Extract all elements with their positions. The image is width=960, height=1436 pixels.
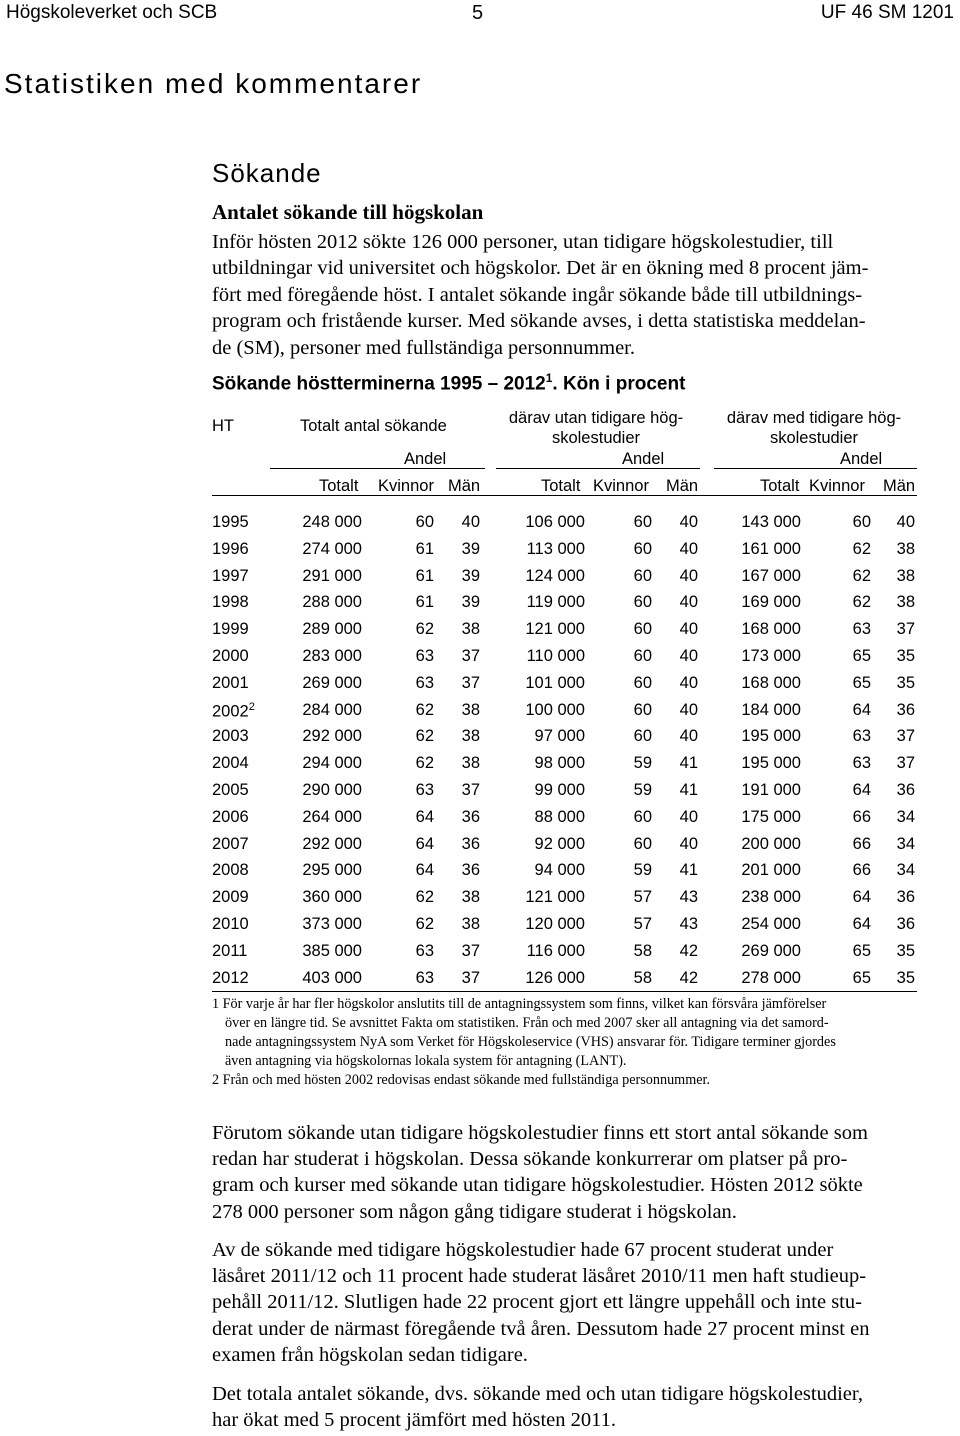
cell-t1: 292 000: [302, 834, 362, 853]
cell-t3: 168 000: [741, 620, 801, 639]
cell-k1: 63: [415, 646, 434, 665]
cell-m2: 42: [679, 941, 698, 960]
cell-t1: 248 000: [302, 513, 362, 531]
cell-t2: 99 000: [534, 780, 585, 799]
cell-k2: 60: [633, 646, 652, 665]
cell-t2: 121 000: [525, 620, 585, 639]
cell-k1: 64: [415, 861, 434, 880]
cell-k2: 60: [633, 593, 652, 612]
cell-k2: 60: [633, 727, 652, 746]
cell-k3: 65: [852, 968, 871, 987]
paragraph-line: redan har studerat i högskolan. Dessa sökande konkurrerar om platser på pro-: [212, 1148, 848, 1171]
cell-t1: 274 000: [302, 539, 362, 558]
paragraph-line: har ökat med 5 procent jämfört med hösten 2011.: [212, 1409, 617, 1432]
cell-t1: 294 000: [302, 754, 362, 773]
section-title: Sökande: [212, 158, 322, 188]
paragraph-line: Det totala antalet sökande, dvs. sökande med och utan tidigare högskolestudier,: [212, 1383, 864, 1405]
cell-t3: 269 000: [741, 941, 801, 960]
cell-ht-year: 1995: [212, 513, 249, 531]
cell-t2: 116 000: [526, 941, 585, 960]
cell-m3: 37: [896, 620, 915, 639]
col-header-ht: HT: [212, 417, 234, 435]
cell-k1: 64: [415, 834, 434, 853]
cell-t2: 119 000: [526, 593, 585, 612]
paragraph-line: derat under de närmast föregående två åren. Dessutom hade 27 procent minst en: [212, 1317, 870, 1340]
cell-m2: 41: [679, 861, 698, 880]
cell-t1: 289 000: [302, 620, 362, 639]
cell-k2: 58: [633, 941, 652, 960]
cell-t1: 292 000: [302, 727, 362, 746]
caption-footnote-ref: 1: [545, 371, 553, 385]
cell-k1: 62: [415, 888, 434, 907]
cell-t3: 191 000: [741, 780, 801, 799]
cell-k2: 60: [633, 673, 652, 692]
cell-ht-year: 2012: [212, 968, 249, 987]
cell-m3: 34: [896, 834, 915, 853]
cell-k3: 66: [852, 861, 871, 880]
cell-t2: 106 000: [525, 513, 585, 531]
header-bottom-rule: [212, 495, 917, 496]
cell-k3: 60: [852, 513, 871, 531]
cell-ht-year: 2007: [212, 834, 249, 853]
cell-t2: 124 000: [525, 566, 585, 585]
header-line: därav utan tidigare hög-: [508, 409, 684, 427]
paragraph-line: pehåll 2011/12. Slutligen hade 22 procent gjort ett längre uppehåll och inte stu-: [212, 1291, 862, 1314]
col-header-andel-2: Andel: [622, 450, 665, 468]
paragraph-line: Av de sökande med tidigare högskolestudier hade 67 procent studerat under: [212, 1239, 834, 1261]
footnote-line: nade antagningssystem NyA som Verket för Högskoleservice (VHS) ansvarar för. Tidigare terminer gjordes: [225, 1034, 836, 1050]
intro-line: program och fristående kurser. Med sökande avses, i detta statistiska meddelan-: [212, 310, 866, 333]
cell-m1: 37: [461, 941, 480, 960]
cell-k2: 60: [633, 539, 652, 558]
cell-t1: 288 000: [302, 593, 362, 612]
cell-t3: 161 000: [741, 539, 801, 558]
cell-k2: 57: [633, 914, 652, 933]
footnote-2: [212, 1071, 960, 1090]
intro-line: de (SM), personer med fullständiga personnummer.: [212, 336, 636, 359]
cell-ht-year: 2003: [212, 727, 249, 746]
cell-t1: 283 000: [302, 646, 362, 665]
paragraph-line: gram och kurser med sökande utan tidigare högskolestudier. Hösten 2012 sökte: [212, 1174, 863, 1197]
cell-t3: 173 000: [741, 646, 801, 665]
header-left: Högskoleverket och SCB: [6, 2, 218, 23]
cell-k2: 58: [633, 968, 652, 987]
footnote-1: [212, 995, 960, 1071]
cell-m1: 40: [461, 513, 480, 531]
header-line: skolestudier: [769, 429, 859, 447]
cell-k2: 60: [633, 566, 652, 585]
cell-k1: 61: [415, 593, 434, 612]
cell-k1: 64: [415, 807, 434, 826]
cell-m2: 40: [679, 727, 698, 746]
cell-k2: 59: [633, 861, 652, 880]
cell-t1: 290 000: [302, 780, 362, 799]
cell-k3: 65: [852, 646, 871, 665]
cell-ht-year: 2000: [212, 646, 249, 665]
cell-m1: 38: [461, 888, 480, 907]
cell-ht-year: 2008: [212, 861, 249, 880]
cell-m3: 35: [896, 646, 915, 665]
cell-k2: 60: [633, 834, 652, 853]
footnote-line: även antagning via högskolornas lokala system för antagning (LANT).: [225, 1053, 627, 1069]
cell-m1: 38: [461, 914, 480, 933]
cell-m3: 35: [896, 673, 915, 692]
cell-m2: 40: [679, 566, 698, 585]
cell-t2: 120 000: [525, 914, 585, 933]
cell-t2: 88 000: [534, 807, 585, 826]
cell-t3: 195 000: [741, 727, 801, 746]
cell-t2: 126 000: [525, 968, 585, 987]
cell-m2: 40: [679, 513, 698, 531]
cell-ht-year: 1998: [212, 593, 249, 612]
cell-ht-year: 2011: [212, 941, 248, 960]
cell-m2: 40: [679, 673, 698, 692]
cell-ht-year: 2005: [212, 780, 249, 799]
cell-k1: 60: [415, 513, 434, 531]
cell-t1: 403 000: [302, 968, 362, 987]
cell-k3: 62: [852, 593, 871, 612]
cell-t2: 92 000: [534, 834, 585, 853]
cell-ht-year: 2002: [212, 702, 249, 721]
cell-m3: 38: [896, 593, 915, 612]
cell-t3: 254 000: [741, 914, 801, 933]
col-header-totalt-3: Totalt: [760, 477, 800, 495]
paragraph-1: [212, 1120, 960, 1225]
sub-title: Antalet sökande till högskolan: [212, 200, 484, 224]
cell-k2: 60: [633, 807, 652, 826]
cell-m3: 36: [896, 700, 915, 719]
cell-k2: 60: [633, 700, 652, 719]
footnotes: [212, 995, 960, 1090]
table-bottom-rule: [212, 991, 917, 992]
cell-k2: 59: [633, 780, 652, 799]
cell-k3: 62: [852, 539, 871, 558]
andel-rule-3: [714, 468, 917, 469]
cell-m2: 40: [679, 646, 698, 665]
header-line: skolestudier: [551, 429, 641, 447]
cell-m1: 39: [461, 593, 480, 612]
cell-m1: 38: [461, 727, 480, 746]
paragraph-line: Förutom sökande utan tidigare högskolestudier finns ett stort antal sökande som: [212, 1122, 868, 1144]
cell-m1: 36: [461, 861, 480, 880]
cell-k1: 61: [415, 539, 434, 558]
cell-k1: 62: [415, 700, 434, 719]
cell-m1: 38: [461, 620, 480, 639]
cell-k3: 64: [852, 780, 871, 799]
intro-line: fört med föregående höst. I antalet sökande ingår sökande både till utbildnings-: [212, 283, 863, 306]
cell-m1: 36: [461, 807, 480, 826]
caption-text-post: . Kön i procent: [552, 373, 686, 395]
cell-k1: 62: [415, 754, 434, 773]
col-header-andel-1: Andel: [404, 450, 447, 468]
cell-m3: 37: [896, 727, 915, 746]
cell-t2: 121 000: [525, 888, 585, 907]
cell-ht-year: 2001: [212, 673, 249, 692]
cell-k3: 64: [852, 914, 871, 933]
header-right: UF 46 SM 1201: [820, 2, 954, 23]
cell-m2: 43: [679, 888, 698, 907]
table-caption: [212, 371, 685, 395]
cell-k1: 63: [415, 968, 434, 987]
cell-m1: 37: [461, 968, 480, 987]
col-header-kvinnor-2: Kvinnor: [593, 477, 649, 495]
cell-k1: 62: [415, 914, 434, 933]
cell-k1: 63: [415, 941, 434, 960]
cell-t1: 291 000: [302, 566, 362, 585]
cell-t3: 195 000: [741, 754, 801, 773]
cell-t1: 360 000: [302, 888, 362, 907]
cell-k3: 65: [852, 941, 871, 960]
cell-m3: 36: [896, 914, 915, 933]
cell-m2: 40: [679, 834, 698, 853]
cell-m3: 35: [896, 941, 915, 960]
cell-k3: 63: [852, 727, 871, 746]
paragraph-3: [212, 1381, 960, 1433]
paragraph-2: [212, 1237, 960, 1368]
cell-m1: 36: [461, 834, 480, 853]
col-header-totalt-2: Totalt: [541, 477, 581, 495]
cell-m2: 41: [679, 780, 698, 799]
cell-t3: 201 000: [741, 861, 801, 880]
cell-m1: 39: [461, 539, 480, 558]
cell-k2: 60: [633, 620, 652, 639]
cell-m2: 40: [679, 593, 698, 612]
col-header-man-3: Män: [883, 477, 916, 495]
cell-t3: 278 000: [741, 968, 801, 987]
cell-m2: 40: [679, 700, 698, 719]
cell-t2: 100 000: [525, 700, 585, 719]
paragraph-line: examen från högskolan sedan tidigare.: [212, 1343, 528, 1366]
col-header-man-1: Män: [448, 477, 481, 495]
intro-line: Inför hösten 2012 sökte 126 000 personer, utan tidigare högskolestudier, till: [212, 231, 834, 253]
cell-k3: 63: [852, 754, 871, 773]
cell-m2: 40: [679, 807, 698, 826]
cell-t3: 200 000: [741, 834, 801, 853]
cell-ht-year: 2004: [212, 754, 249, 773]
cell-k3: 64: [852, 700, 871, 719]
intro-paragraph: [212, 229, 960, 361]
andel-rule-2: [496, 468, 700, 469]
cell-t1: 373 000: [302, 914, 362, 933]
cell-k2: 57: [633, 888, 652, 907]
col-header-totalt-1: Totalt: [319, 477, 359, 495]
cell-m3: 36: [896, 780, 915, 799]
cell-t1: 295 000: [302, 861, 362, 880]
paragraph-line: 278 000 personer som någon gång tidigare studerat i högskolan.: [212, 1200, 737, 1223]
cell-m1: 37: [461, 646, 480, 665]
cell-t1: 284 000: [302, 700, 362, 719]
cell-k2: 60: [633, 513, 652, 531]
main-title: Statistiken med kommentarer: [4, 68, 423, 99]
col-header-andel-3: Andel: [840, 450, 883, 468]
cell-m2: 41: [679, 754, 698, 773]
cell-t3: 175 000: [741, 807, 801, 826]
cell-t1: 264 000: [302, 807, 362, 826]
cell-m2: 43: [679, 914, 698, 933]
cell-t2: 97 000: [534, 727, 585, 746]
col-header-without-prior: [496, 408, 696, 448]
page-number: 5: [472, 2, 484, 24]
cell-m3: 37: [896, 754, 915, 773]
cell-t3: 143 000: [741, 513, 801, 531]
col-header-kvinnor-3: Kvinnor: [809, 477, 865, 495]
cell-ht-year: 2009: [212, 888, 249, 907]
cell-m3: 38: [896, 539, 915, 558]
cell-m1: 39: [461, 566, 480, 585]
cell-ht-year: 2006: [212, 807, 249, 826]
cell-t2: 101 000: [525, 673, 585, 692]
cell-m3: 35: [896, 968, 915, 987]
cell-t3: 167 000: [741, 566, 801, 585]
cell-t2: 94 000: [534, 861, 585, 880]
cell-k3: 64: [852, 888, 871, 907]
cell-k2: 59: [633, 754, 652, 773]
cell-ht-year: 1996: [212, 539, 249, 558]
cell-ht-year: 1999: [212, 620, 249, 639]
cell-ht-year: 2010: [212, 914, 249, 933]
cell-k3: 63: [852, 620, 871, 639]
cell-m1: 37: [461, 780, 480, 799]
col-header-kvinnor-1: Kvinnor: [378, 477, 434, 495]
col-header-with-prior: [714, 408, 914, 448]
cell-m2: 40: [679, 539, 698, 558]
cell-m3: 40: [896, 513, 915, 531]
cell-t1: 269 000: [302, 673, 362, 692]
footnote-line: över en längre tid. Se avsnittet Fakta om statistiken. Från och med 2007 sker all antagning via det samord-: [225, 1015, 829, 1031]
cell-m3: 38: [896, 566, 915, 585]
cell-m3: 34: [896, 807, 915, 826]
cell-m2: 40: [679, 620, 698, 639]
footnote-line: 1 För varje år har fler högskolor anslutits till de antagningssystem som finns, vilket kan försvåra jämförelser: [212, 996, 827, 1012]
col-header-man-2: Män: [666, 477, 699, 495]
header-line: därav med tidigare hög-: [726, 409, 902, 427]
cell-t2: 110 000: [526, 646, 585, 665]
col-header-total-group: Totalt antal sökande: [300, 417, 447, 435]
cell-t3: 184 000: [741, 700, 801, 719]
cell-k3: 62: [852, 566, 871, 585]
cell-m1: 38: [461, 754, 480, 773]
cell-m3: 34: [896, 861, 915, 880]
intro-line: utbildningar vid universitet och högskolor. Det är en ökning med 8 procent jäm-: [212, 257, 869, 280]
cell-k1: 63: [415, 780, 434, 799]
cell-k3: 65: [852, 673, 871, 692]
andel-rule-1: [270, 468, 485, 469]
paragraph-line: läsåret 2011/12 och 11 procent hade studerat läsåret 2010/11 men haft studieup-: [212, 1265, 867, 1288]
cell-m3: 36: [896, 888, 915, 907]
cell-t2: 113 000: [526, 539, 585, 558]
cell-ht-footnote-ref: 2: [248, 700, 255, 713]
cell-k1: 61: [415, 566, 434, 585]
cell-m1: 37: [461, 673, 480, 692]
cell-k1: 62: [415, 620, 434, 639]
cell-m1: 38: [461, 700, 480, 719]
cell-t3: 169 000: [741, 593, 801, 612]
cell-t1: 385 000: [302, 941, 362, 960]
cell-k3: 66: [852, 834, 871, 853]
cell-m2: 42: [679, 968, 698, 987]
caption-text: Sökande höstterminerna 1995 – 2012: [212, 373, 546, 395]
cell-t3: 238 000: [741, 888, 801, 907]
cell-t3: 168 000: [741, 673, 801, 692]
cell-k3: 66: [852, 807, 871, 826]
footnote-line: 2 Från och med hösten 2002 redovisas endast sökande med fullständiga personnummer.: [212, 1072, 711, 1088]
cell-t2: 98 000: [534, 754, 585, 773]
cell-ht-year: 1997: [212, 566, 249, 585]
cell-k1: 63: [415, 673, 434, 692]
cell-k1: 62: [415, 727, 434, 746]
